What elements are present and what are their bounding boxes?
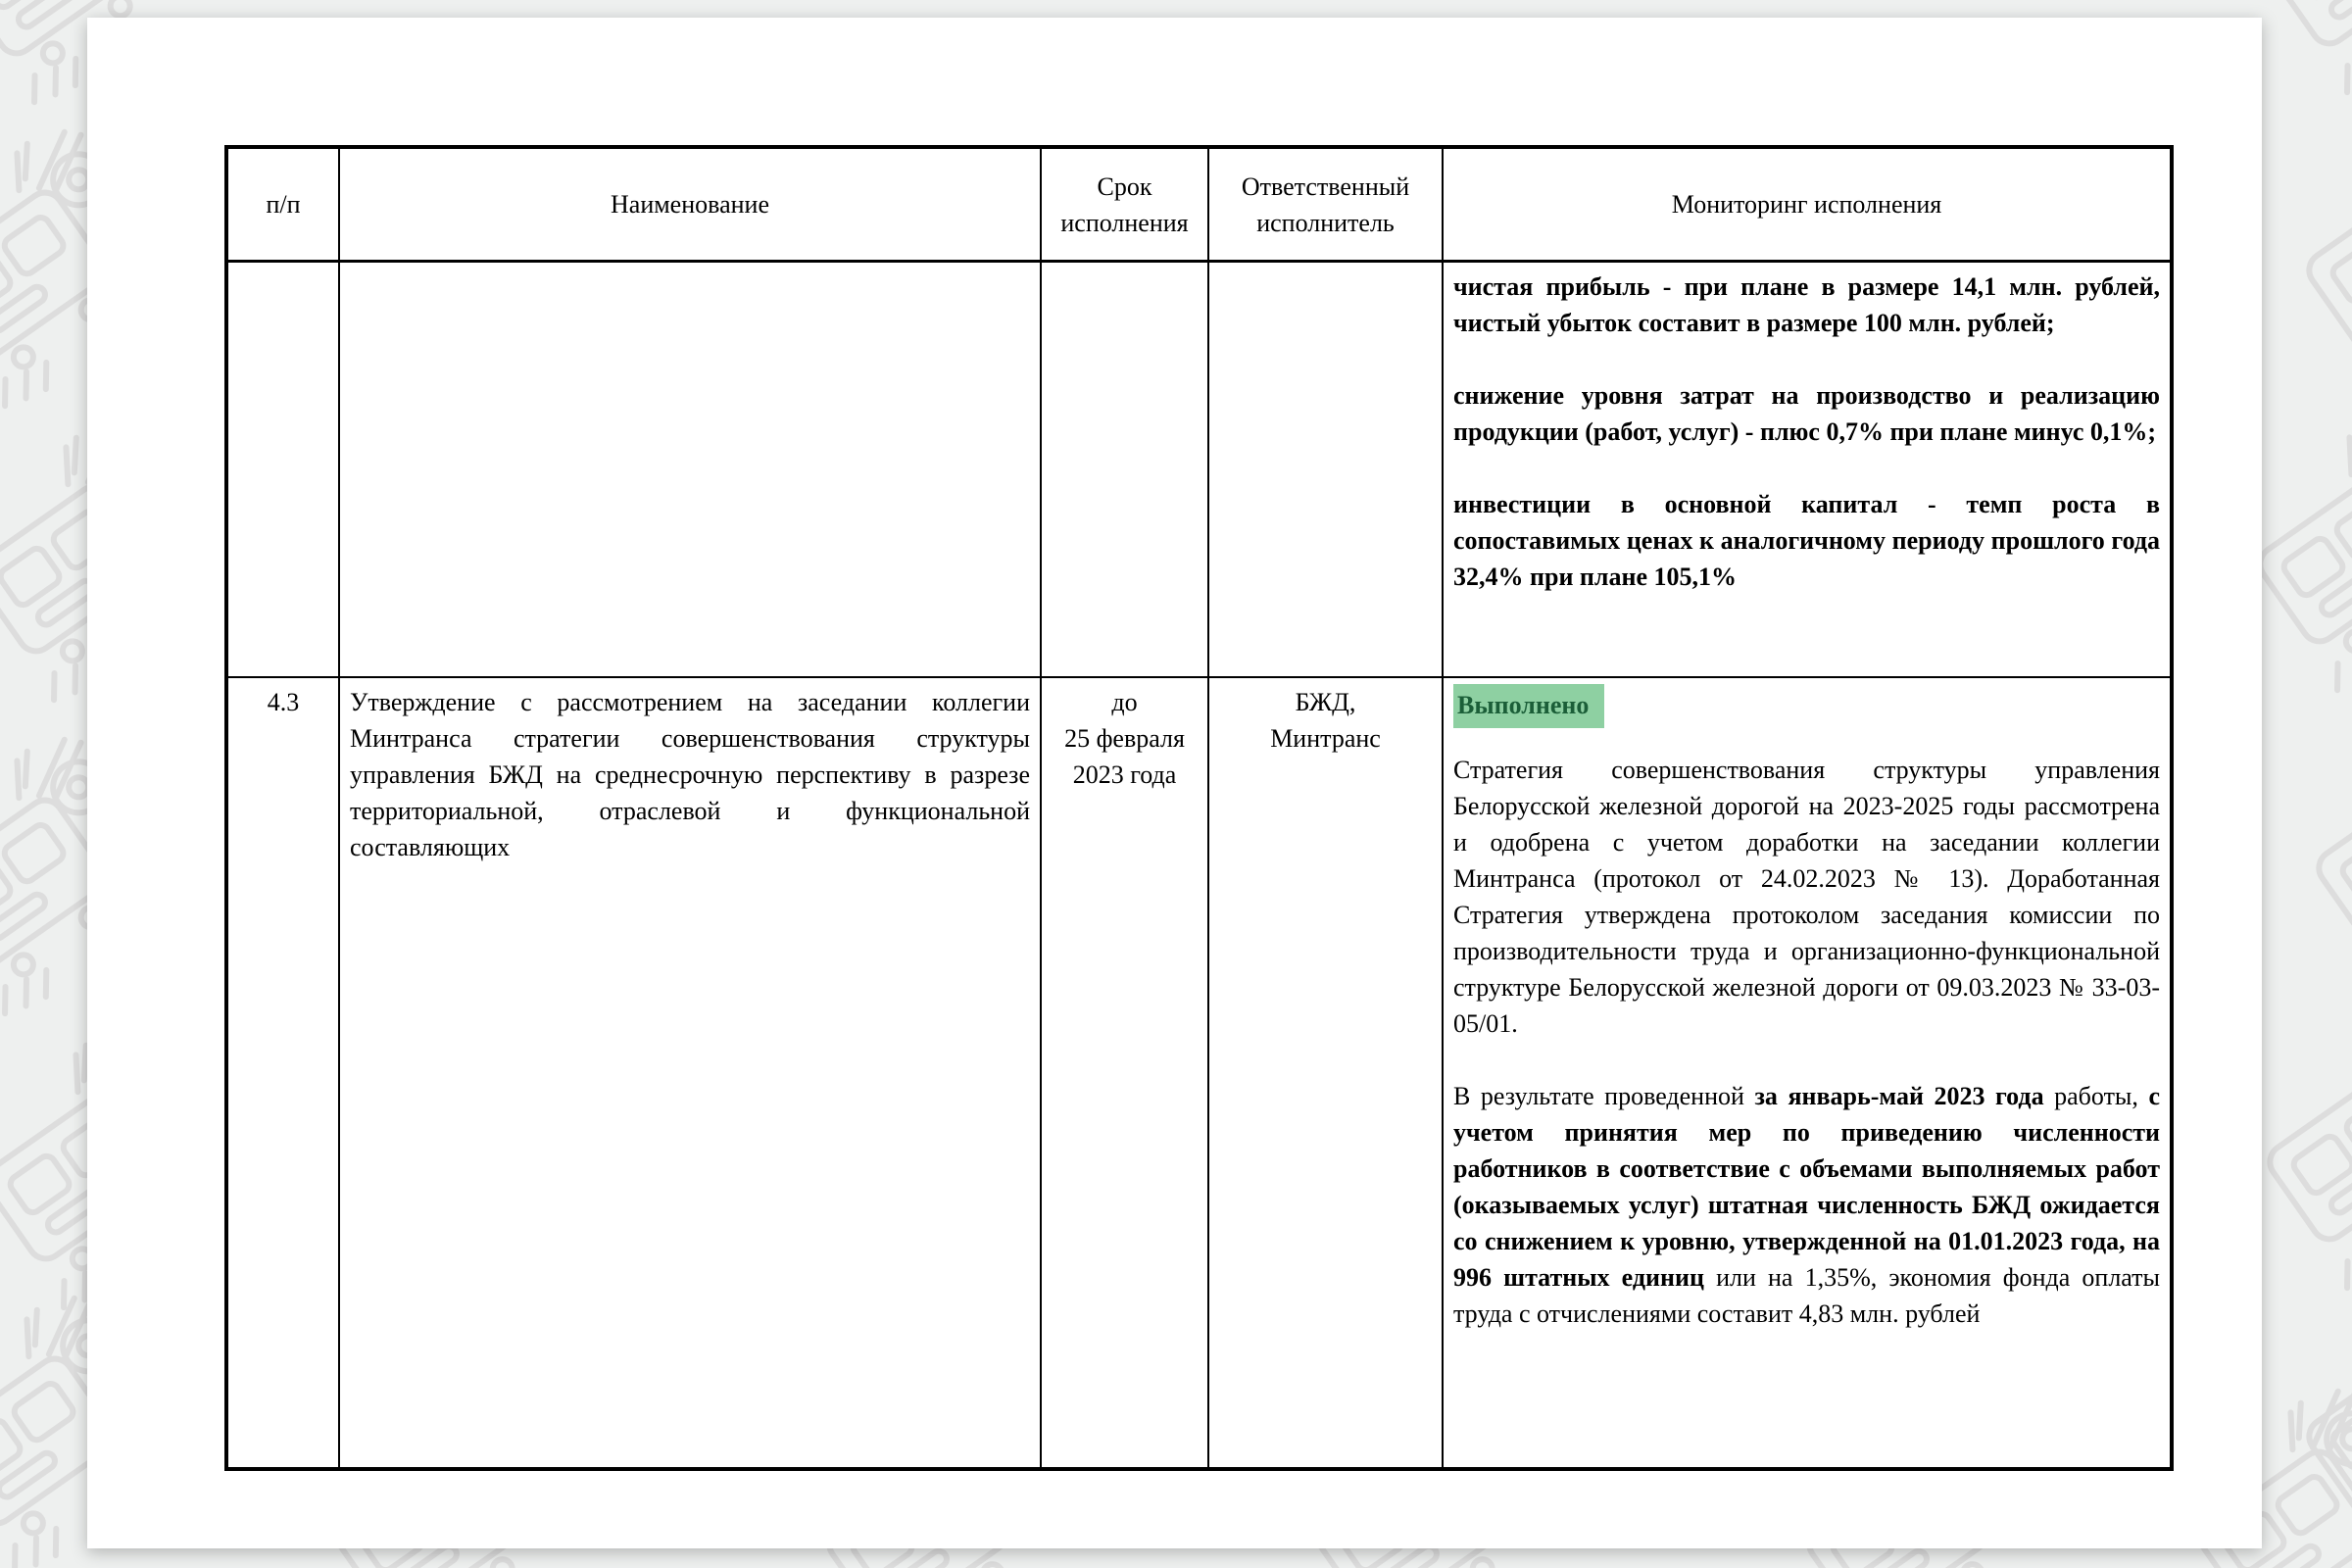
cell-num: 4.3 (226, 677, 339, 1469)
cell-term (1041, 677, 1208, 1469)
text-run: инвестиции в основной капитал - темп роста в сопоставимых ценах к аналогичному периоду прошлого года 32,4% при плане 105,1% (1453, 490, 2160, 591)
term-lines (1052, 684, 1198, 793)
paragraph (1453, 752, 2160, 1042)
text-run: с учетом принятия мер по приведению численности работников в соответствие с объемами выполняемых работ (оказываемых услуг) штатная численность БЖД ожидается со снижением к уровню, утвержденной на 01.01.2023 года, на 996 штатных единиц (1453, 1081, 2160, 1292)
header-cell-name: Наименование (339, 147, 1041, 262)
monitoring-table (224, 145, 2174, 1471)
table-header-row (226, 147, 2172, 262)
status-badge-row (1453, 684, 2160, 728)
header-cell-monitoring: Мониторинг исполнения (1443, 147, 2172, 262)
header-cell-term: Срок исполнения (1041, 147, 1208, 262)
cell-monitoring (1443, 262, 2172, 677)
cell-term (1041, 262, 1208, 677)
cell-executor (1208, 262, 1443, 677)
text-run: за январь-май 2023 года (1754, 1081, 2044, 1110)
header-cell-executor: Ответственный исполнитель (1208, 147, 1443, 262)
status-badge: Выполнено (1453, 684, 1604, 728)
paragraph (1453, 486, 2160, 595)
text-run: работы, (2043, 1081, 2149, 1110)
table-row-continuation (226, 262, 2172, 677)
cell-name: Утверждение с рассмотрением на заседании коллегии Минтранса стратегии совершенствования структуры управления БЖД на среднесрочную перспективу в разрезе территориальной, отраслевой и функциональной составляющих (339, 677, 1041, 1469)
paragraph (1453, 377, 2160, 450)
paragraph (1453, 1078, 2160, 1332)
table-row-4-3 (226, 677, 2172, 1469)
text-run: снижение уровня затрат на производство и реализацию продукции (работ, услуг) - плюс 0,7% при плане минус 0,1%; (1453, 381, 2160, 446)
header-cell-num: п/п (226, 147, 339, 262)
document-page (87, 18, 2262, 1548)
cell-num (226, 262, 339, 677)
line: БЖД, (1295, 687, 1356, 716)
line: до (1111, 687, 1138, 716)
monitoring-paragraphs (1453, 269, 2160, 595)
cell-executor (1208, 677, 1443, 1469)
text-run: В результате проведенной (1453, 1081, 1755, 1110)
executor-lines (1219, 684, 1432, 757)
line: Минтранс (1270, 723, 1381, 753)
monitoring-paragraphs (1453, 752, 2160, 1332)
cell-monitoring (1443, 677, 2172, 1469)
text-run: или на 1,35%, экономия фонда оплаты труда с отчислениями составит 4,83 млн. рублей (1453, 1262, 2160, 1328)
text-run: Стратегия совершенствования структуры управления Белорусской железной дорогой на 2023-2025 годы рассмотрена и одобрена с учетом доработки на заседании коллегии Минтранса (протокол от 24.02.2023 № 13). Доработанная Стратегия утверждена протоколом заседания комиссии по производительности труда и организационно-функциональной структуре Белорусской железной дороги от 09.03.2023 № 33-03-05/01. (1453, 755, 2160, 1038)
paragraph (1453, 269, 2160, 341)
cell-name (339, 262, 1041, 677)
text-run: чистая прибыль - при плане в размере 14,1 млн. рублей, чистый убыток составит в размере 100 млн. рублей; (1453, 272, 2160, 337)
line: 2023 года (1072, 760, 1177, 789)
line: 25 февраля (1064, 723, 1185, 753)
